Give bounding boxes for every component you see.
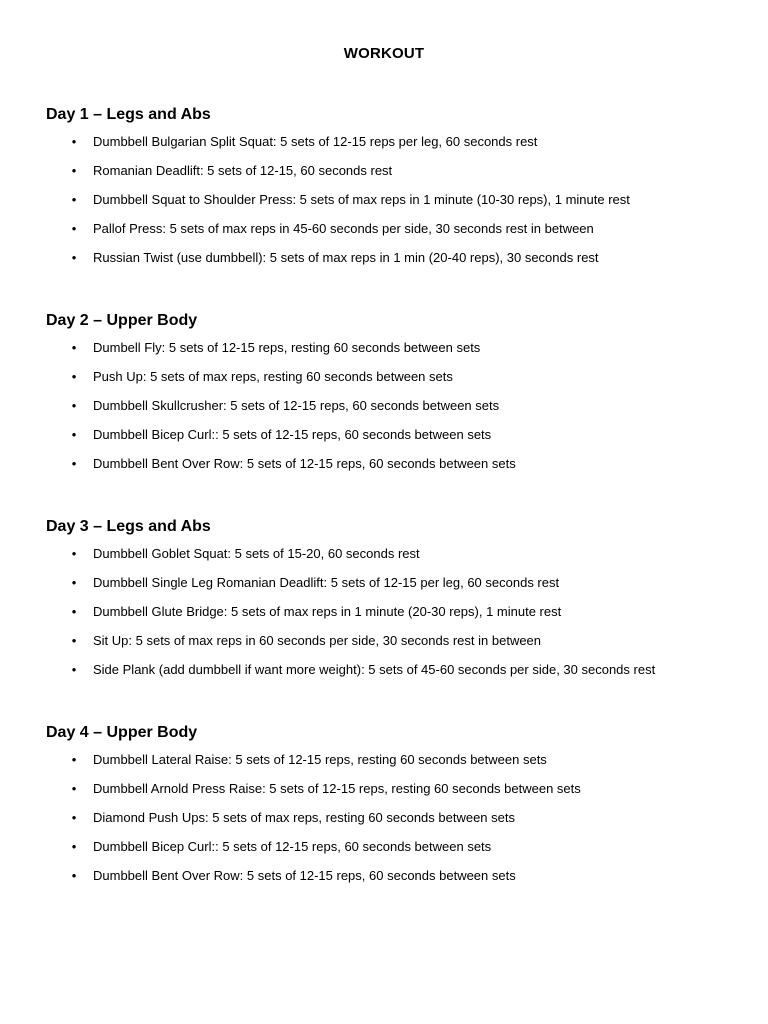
exercise-text: Dumbbell Glute Bridge: 5 sets of max reps in 1 minute (20-30 reps), 1 minute rest <box>93 604 562 619</box>
bullet-icon: • <box>71 398 77 413</box>
bullet-icon: • <box>71 810 77 825</box>
exercise-text: Dumbell Fly: 5 sets of 12-15 reps, resting 60 seconds between sets <box>93 340 481 355</box>
list-item <box>46 810 746 839</box>
bullet-icon: • <box>71 604 77 619</box>
bullet-icon: • <box>71 575 77 590</box>
bullet-icon: • <box>71 633 77 648</box>
bullet-icon: • <box>71 340 77 355</box>
bullet-icon: • <box>71 752 77 767</box>
list-item <box>46 192 746 221</box>
bullet-icon: • <box>71 546 77 561</box>
exercise-list <box>46 134 746 279</box>
exercise-text: Dumbbell Squat to Shoulder Press: 5 sets of max reps in 1 minute (10-30 reps), 1 minute rest <box>93 192 630 207</box>
exercise-list <box>46 546 746 691</box>
list-item <box>46 456 746 485</box>
list-item <box>46 163 746 192</box>
section-heading: Day 1 – Legs and Abs <box>46 106 211 123</box>
exercise-list <box>46 752 746 897</box>
exercise-text: Diamond Push Ups: 5 sets of max reps, resting 60 seconds between sets <box>93 810 515 825</box>
exercise-text: Dumbbell Arnold Press Raise: 5 sets of 12-15 reps, resting 60 seconds between sets <box>93 781 581 796</box>
list-item <box>46 752 746 781</box>
bullet-icon: • <box>71 134 77 149</box>
bullet-icon: • <box>71 192 77 207</box>
section-day-1 <box>46 104 746 279</box>
exercise-text: Dumbbell Goblet Squat: 5 sets of 15-20, 60 seconds rest <box>93 546 420 561</box>
exercise-text: Russian Twist (use dumbbell): 5 sets of max reps in 1 min (20-40 reps), 30 seconds rest <box>93 250 599 265</box>
exercise-text: Dumbbell Bent Over Row: 5 sets of 12-15 reps, 60 seconds between sets <box>93 456 516 471</box>
bullet-icon: • <box>71 221 77 236</box>
bullet-icon: • <box>71 456 77 471</box>
section-heading: Day 4 – Upper Body <box>46 724 198 741</box>
exercise-text: Dumbbell Lateral Raise: 5 sets of 12-15 reps, resting 60 seconds between sets <box>93 752 547 767</box>
list-item <box>46 575 746 604</box>
exercise-text: Dumbbell Bicep Curl:: 5 sets of 12-15 reps, 60 seconds between sets <box>93 839 492 854</box>
bullet-icon: • <box>71 369 77 384</box>
list-item <box>46 221 746 250</box>
list-item <box>46 633 746 662</box>
exercise-list <box>46 340 746 485</box>
bullet-icon: • <box>71 839 77 854</box>
exercise-text: Romanian Deadlift: 5 sets of 12-15, 60 seconds rest <box>93 163 393 178</box>
document-title: WORKOUT <box>343 45 425 62</box>
exercise-text: Side Plank (add dumbbell if want more weight): 5 sets of 45-60 seconds per side, 30 seconds rest <box>93 662 656 677</box>
exercise-text: Dumbbell Bulgarian Split Squat: 5 sets of 12-15 reps per leg, 60 seconds rest <box>93 134 538 149</box>
bullet-icon: • <box>71 163 77 178</box>
list-item <box>46 134 746 163</box>
list-item <box>46 868 746 897</box>
bullet-icon: • <box>71 662 77 677</box>
exercise-text: Dumbbell Bent Over Row: 5 sets of 12-15 reps, 60 seconds between sets <box>93 868 516 883</box>
list-item <box>46 398 746 427</box>
exercise-text: Dumbbell Single Leg Romanian Deadlift: 5 sets of 12-15 per leg, 60 seconds rest <box>93 575 560 590</box>
list-item <box>46 546 746 575</box>
list-item <box>46 427 746 456</box>
exercise-text: Pallof Press: 5 sets of max reps in 45-60 seconds per side, 30 seconds rest in between <box>93 221 594 236</box>
section-day-4 <box>46 722 746 897</box>
bullet-icon: • <box>71 250 77 265</box>
section-day-3 <box>46 516 746 691</box>
exercise-text: Sit Up: 5 sets of max reps in 60 seconds per side, 30 seconds rest in between <box>93 633 542 648</box>
exercise-text: Dumbbell Skullcrusher: 5 sets of 12-15 reps, 60 seconds between sets <box>93 398 500 413</box>
section-heading: Day 2 – Upper Body <box>46 312 198 329</box>
bullet-icon: • <box>71 781 77 796</box>
list-item <box>46 604 746 633</box>
list-item <box>46 662 746 691</box>
list-item <box>46 250 746 279</box>
exercise-text: Dumbbell Bicep Curl:: 5 sets of 12-15 reps, 60 seconds between sets <box>93 427 492 442</box>
list-item <box>46 340 746 369</box>
bullet-icon: • <box>71 427 77 442</box>
list-item <box>46 839 746 868</box>
section-day-2 <box>46 310 746 485</box>
section-heading: Day 3 – Legs and Abs <box>46 518 211 535</box>
exercise-text: Push Up: 5 sets of max reps, resting 60 seconds between sets <box>93 369 453 384</box>
list-item <box>46 781 746 810</box>
list-item <box>46 369 746 398</box>
bullet-icon: • <box>71 868 77 883</box>
